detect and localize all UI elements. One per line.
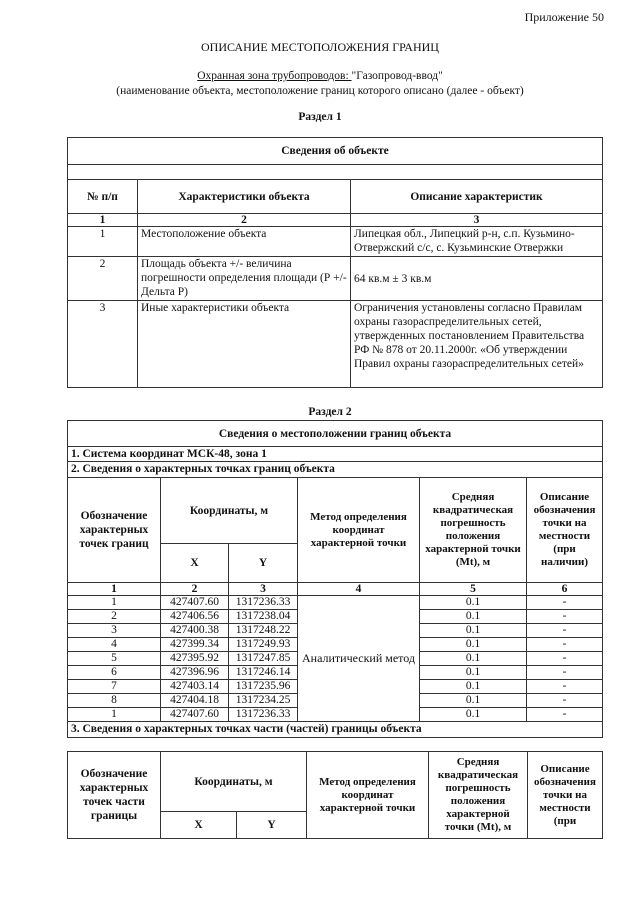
- table-row: [68, 301, 603, 388]
- point-mt: 0.1: [420, 680, 527, 694]
- point-mt: 0.1: [420, 596, 527, 610]
- row-number: 1: [68, 227, 138, 257]
- point-y: 1317249.93: [229, 638, 298, 652]
- col-header-accuracy: Средняя квадратическая погрешность положения характерной точки (Mt), м: [420, 478, 527, 583]
- col-header-description: Описание обозначения точки на местности (при наличии): [527, 478, 603, 583]
- parts-section-title: 3. Сведения о характерных точках части (частей) границы объекта: [68, 722, 603, 738]
- point-x: 427404.18: [161, 694, 229, 708]
- row-number: 2: [68, 257, 138, 301]
- parts-col-header-y: Y: [237, 812, 307, 839]
- boundary-points-table: [67, 420, 603, 738]
- point-y: 1317238.04: [229, 610, 298, 624]
- parts-col-header-description: Описание обозначения точки на местности (при: [528, 752, 603, 839]
- point-desc: -: [527, 708, 603, 722]
- point-mt: 0.1: [420, 652, 527, 666]
- appendix-label: Приложение 50: [524, 10, 604, 24]
- col-number: 2: [161, 583, 229, 596]
- point-x: 427396.96: [161, 666, 229, 680]
- row-characteristic: Местоположение объекта: [138, 227, 351, 257]
- point-desc: -: [527, 694, 603, 708]
- point-x: 427400.38: [161, 624, 229, 638]
- col-number: 4: [298, 583, 420, 596]
- point-desc: -: [527, 610, 603, 624]
- col-number: 3: [351, 214, 603, 227]
- point-desc: -: [527, 666, 603, 680]
- parts-col-header-x: X: [161, 812, 237, 839]
- point-y: 1317248.22: [229, 624, 298, 638]
- point-y: 1317236.33: [229, 708, 298, 722]
- point-mt: 0.1: [420, 638, 527, 652]
- point-id: 3: [68, 624, 161, 638]
- object-info-title: Сведения об объекте: [68, 138, 603, 165]
- point-method: Аналитический метод: [298, 596, 420, 722]
- point-desc: -: [527, 624, 603, 638]
- object-label: Охранная зона трубопроводов:: [197, 70, 352, 82]
- point-id: 6: [68, 666, 161, 680]
- point-x: 427395.92: [161, 652, 229, 666]
- section1-label: Раздел 1: [298, 111, 342, 123]
- point-mt: 0.1: [420, 610, 527, 624]
- col-header-method: Метод определения координат характерной точки: [298, 478, 420, 583]
- point-mt: 0.1: [420, 624, 527, 638]
- table-row: [68, 596, 603, 610]
- empty-row: [68, 165, 603, 180]
- point-x: 427406.56: [161, 610, 229, 624]
- object-info-table: [67, 137, 603, 388]
- row-characteristic: Площадь объекта +/- величина погрешности определения площади (Р +/- Дельта Р): [138, 257, 351, 301]
- object-name-line: [0, 69, 640, 83]
- point-desc: -: [527, 638, 603, 652]
- point-id: 1: [68, 708, 161, 722]
- point-id: 8: [68, 694, 161, 708]
- object-caption: (наименование объекта, местоположение границ которого описано (далее - объект): [116, 85, 524, 97]
- point-x: 427403.14: [161, 680, 229, 694]
- parts-col-header-coords: Координаты, м: [161, 752, 307, 812]
- parts-col-header-accuracy: Средняя квадратическая погрешность положения характерной точки (Mt), м: [429, 752, 528, 839]
- col-number: 6: [527, 583, 603, 596]
- point-mt: 0.1: [420, 666, 527, 680]
- point-mt: 0.1: [420, 694, 527, 708]
- points-section-title: 2. Сведения о характерных точках границ объекта: [68, 462, 603, 478]
- point-desc: -: [527, 680, 603, 694]
- col-number: 2: [138, 214, 351, 227]
- row-description: Ограничения установлены согласно Правилам охраны газораспределительных сетей, утвержденных постановлением Правительства РФ № 878 от 20.11.2000г. «Об утверждении Правил охраны газораспределительных сетей»: [351, 301, 603, 388]
- col-number: 1: [68, 583, 161, 596]
- col-number: 5: [420, 583, 527, 596]
- object-name: "Газопровод-ввод": [351, 70, 443, 82]
- point-x: 427407.60: [161, 596, 229, 610]
- col-header-characteristic: Характеристики объекта: [138, 180, 351, 214]
- col-header-number: № п/п: [68, 180, 138, 214]
- boundary-parts-table: [67, 751, 603, 839]
- row-description: 64 кв.м ± 3 кв.м: [351, 257, 603, 301]
- point-desc: -: [527, 652, 603, 666]
- table-row: [68, 257, 603, 301]
- col-number: 1: [68, 214, 138, 227]
- row-number: 3: [68, 301, 138, 388]
- point-id: 2: [68, 610, 161, 624]
- col-header-y: Y: [229, 544, 298, 583]
- boundary-table-title: Сведения о местоположении границ объекта: [68, 421, 603, 447]
- col-header-x: X: [161, 544, 229, 583]
- point-y: 1317234.25: [229, 694, 298, 708]
- col-header-coords: Координаты, м: [161, 478, 298, 544]
- point-y: 1317235.96: [229, 680, 298, 694]
- coord-system: 1. Система координат МСК-48, зона 1: [68, 447, 603, 462]
- col-number: 3: [229, 583, 298, 596]
- point-y: 1317236.33: [229, 596, 298, 610]
- point-y: 1317246.14: [229, 666, 298, 680]
- page-title: ОПИСАНИЕ МЕСТОПОЛОЖЕНИЯ ГРАНИЦ: [201, 40, 439, 54]
- col-header-designation: Обозначение характерных точек границ: [68, 478, 161, 583]
- col-header-description: Описание характеристик: [351, 180, 603, 214]
- point-id: 4: [68, 638, 161, 652]
- point-x: 427399.34: [161, 638, 229, 652]
- row-description: Липецкая обл., Липецкий р-н, с.п. Кузьмино-Отвержский с/с, с. Кузьминские Отвержки: [351, 227, 603, 257]
- row-characteristic: Иные характеристики объекта: [138, 301, 351, 388]
- table-row: [68, 227, 603, 257]
- parts-col-header-method: Метод определения координат характерной точки: [307, 752, 429, 839]
- point-id: 7: [68, 680, 161, 694]
- point-y: 1317247.85: [229, 652, 298, 666]
- point-mt: 0.1: [420, 708, 527, 722]
- point-id: 1: [68, 596, 161, 610]
- parts-col-header-designation: Обозначение характерных точек части границы: [68, 752, 161, 839]
- point-id: 5: [68, 652, 161, 666]
- point-desc: -: [527, 596, 603, 610]
- section2-label: Раздел 2: [308, 406, 352, 418]
- point-x: 427407.60: [161, 708, 229, 722]
